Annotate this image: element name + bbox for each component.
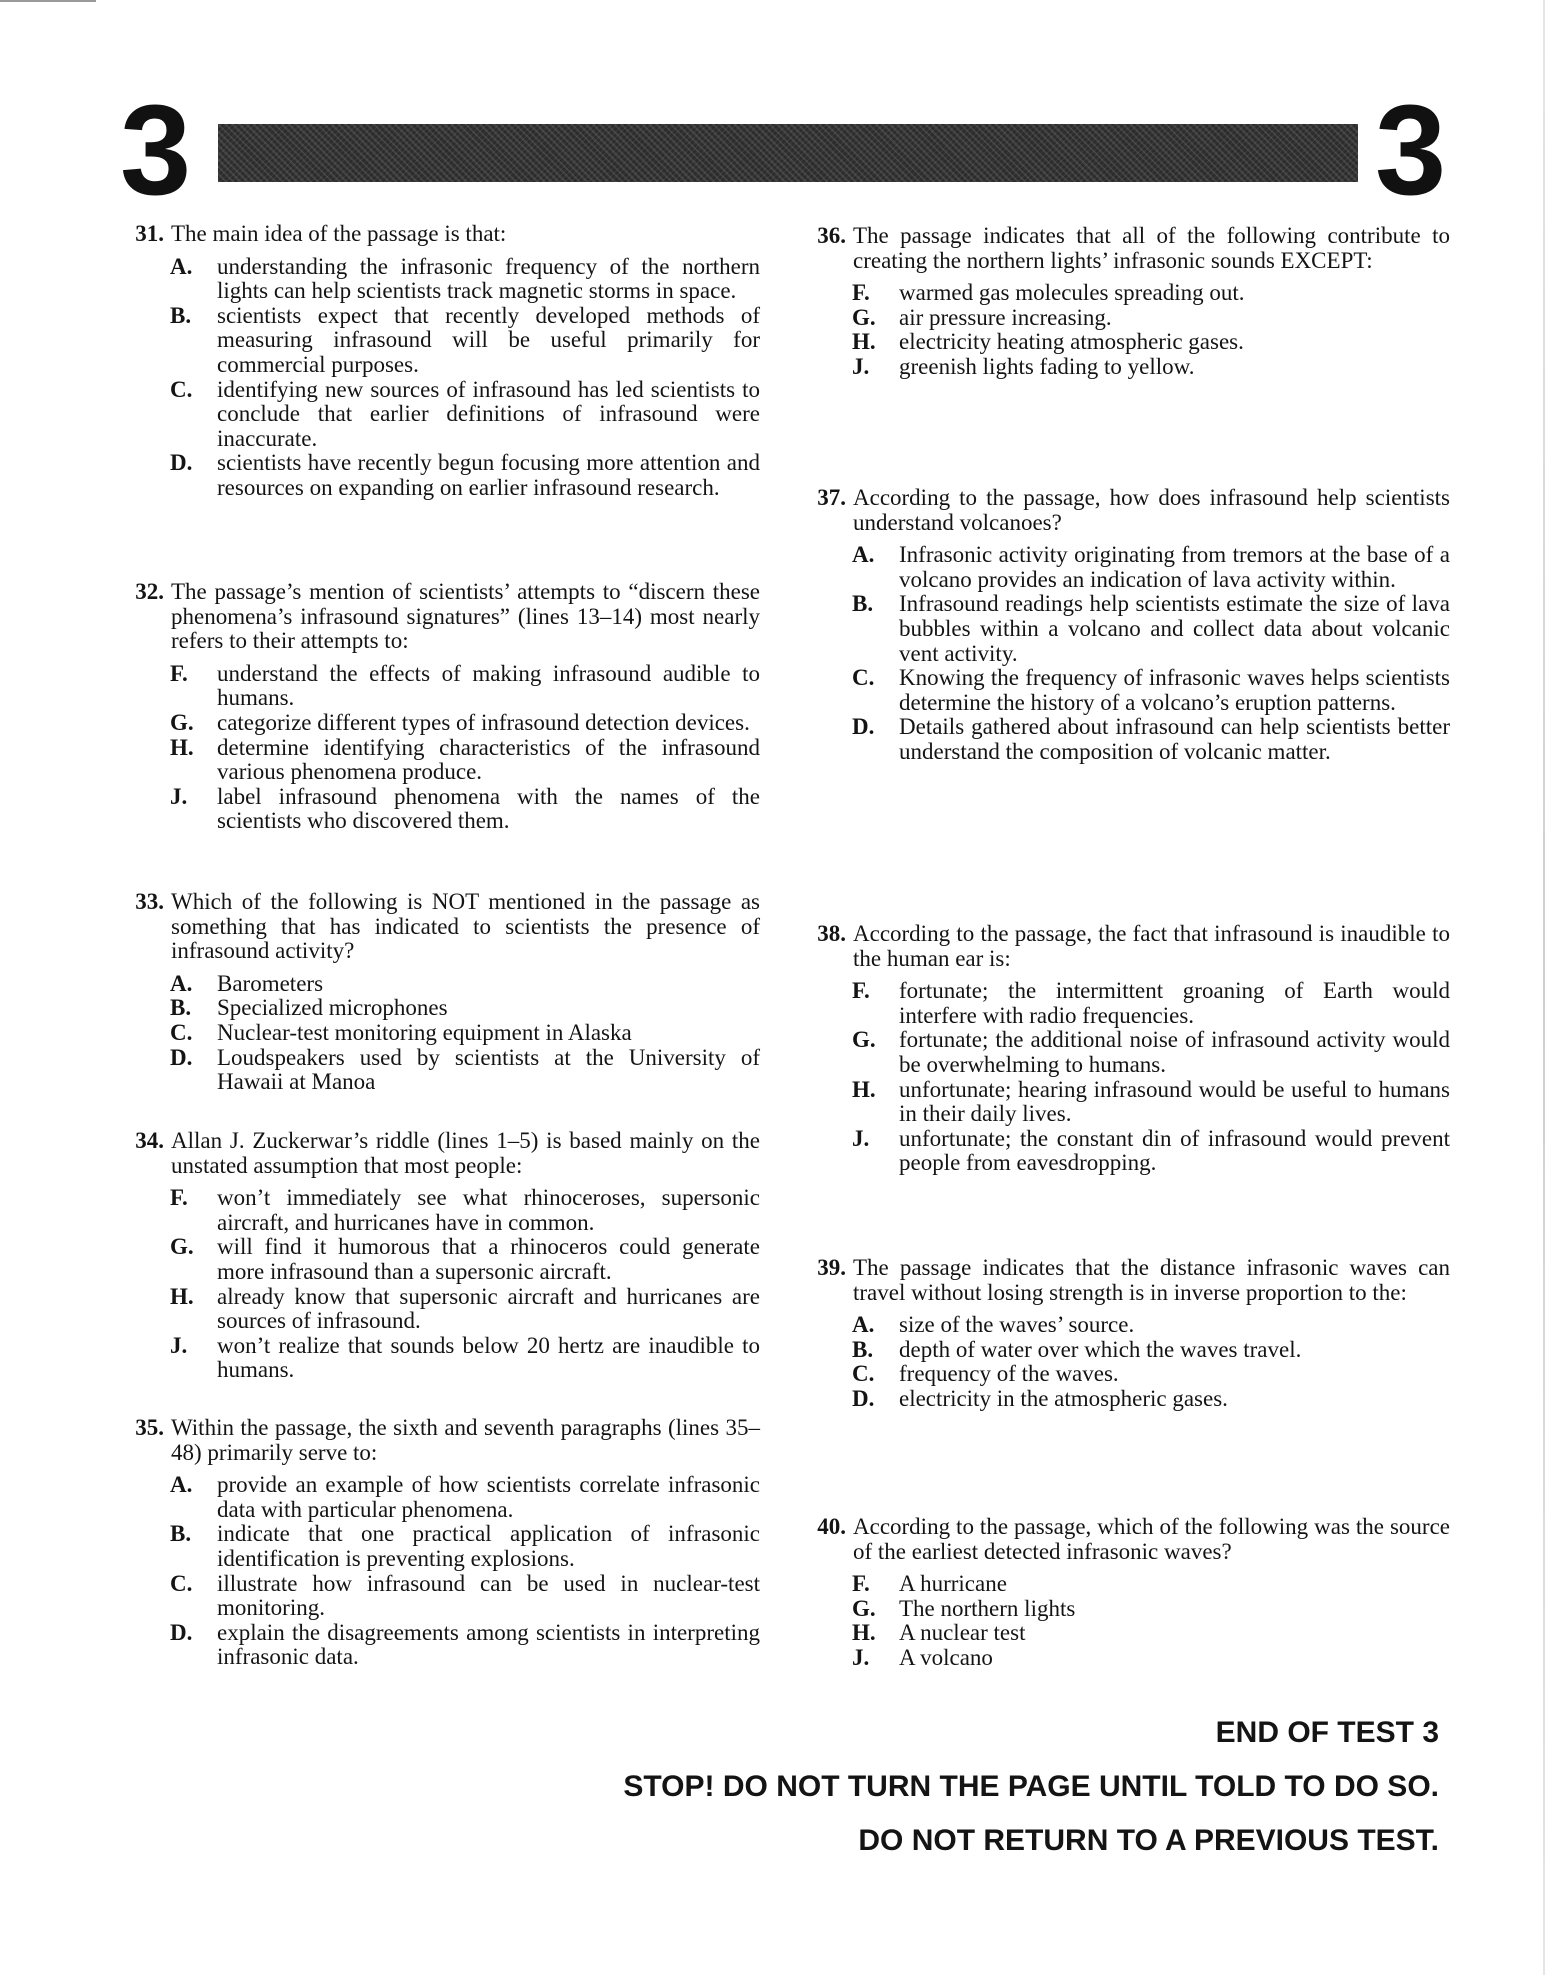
option-text: electricity heating atmospheric gases. [899, 329, 1244, 355]
option-text: will find it humorous that a rhinoceros could generate more infrasound than a supersonic aircraft. [217, 1234, 760, 1284]
option-text: scientists expect that recently developed methods of measuring infrasound will be useful primarily for commercial purposes. [217, 302, 760, 377]
question-number: 39. [817, 1255, 846, 1280]
option-text: scientists have recently begun focusing more attention and resources on expanding on earlier infrasound research. [217, 450, 760, 500]
option-text: The northern lights [899, 1595, 1076, 1621]
option-text: fortunate; the additional noise of infrasound activity would be overwhelming to humans. [899, 1027, 1450, 1077]
question-number: 32. [135, 579, 164, 604]
option-letter: D. [170, 450, 193, 476]
option-text: fortunate; the intermittent groaning of Earth would interfere with radio frequencies. [899, 978, 1450, 1028]
option-letter: J. [170, 783, 188, 809]
option-letter: C. [170, 376, 193, 402]
option-letter: A. [170, 1472, 193, 1498]
answer-option[interactable] [170, 304, 760, 378]
option-letter: B. [170, 302, 192, 328]
option-letter: F. [170, 660, 188, 686]
question-stem: According to the passage, which of the following was the source of the earliest detected infrasonic waves? [853, 1514, 1450, 1564]
option-letter: D. [170, 1044, 193, 1070]
option-text: Infrasound readings help scientists estimate the size of lava bubbles within a volcano and collect data about volcanic vent activity. [899, 591, 1450, 666]
option-text: unfortunate; hearing infrasound would be useful to humans in their daily lives. [899, 1076, 1450, 1127]
answer-option[interactable] [852, 1078, 1450, 1127]
answer-option[interactable] [852, 592, 1450, 666]
option-letter: G. [170, 709, 194, 735]
answer-option[interactable] [852, 1646, 1450, 1671]
option-letter: C. [170, 1019, 193, 1045]
option-text: understand the effects of making infrasound audible to humans. [217, 660, 760, 711]
answer-option[interactable] [170, 785, 760, 834]
answer-options [800, 543, 1450, 764]
answer-options [118, 255, 760, 501]
answer-option[interactable] [170, 1572, 760, 1621]
answer-option[interactable] [170, 736, 760, 785]
question-36 [800, 224, 1450, 380]
answer-option[interactable] [852, 1362, 1450, 1387]
question-number: 38. [817, 921, 846, 946]
option-text: already know that supersonic aircraft and hurricanes are sources of infrasound. [217, 1283, 760, 1334]
option-text: air pressure increasing. [899, 304, 1112, 330]
option-letter: G. [852, 1595, 876, 1621]
answer-option[interactable] [170, 1046, 760, 1095]
answer-option[interactable] [170, 1285, 760, 1334]
option-text: won’t immediately see what rhinoceroses, supersonic aircraft, and hurricanes have in common. [217, 1185, 760, 1235]
option-text: explain the disagreements among scientists in interpreting infrasonic data. [217, 1619, 760, 1670]
section-header [0, 0, 1555, 240]
question-31 [118, 222, 760, 501]
stop-instruction: STOP! DO NOT TURN THE PAGE UNTIL TOLD TO DO SO. [623, 1770, 1439, 1803]
option-letter: J. [170, 1332, 188, 1358]
answer-option[interactable] [852, 281, 1450, 306]
question-stem: Within the passage, the sixth and seventh paragraphs (lines 35–48) primarily serve to: [171, 1415, 760, 1465]
answer-options [800, 979, 1450, 1176]
answer-option[interactable] [170, 972, 760, 997]
option-text: provide an example of how scientists correlate infrasonic data with particular phenomena. [217, 1472, 760, 1522]
question-stem: The passage indicates that the distance infrasonic waves can travel without losing strength is in inverse proportion to the: [853, 1255, 1450, 1305]
header-bar [218, 124, 1358, 182]
answer-option[interactable] [852, 355, 1450, 380]
option-letter: F. [170, 1185, 188, 1211]
answer-option[interactable] [170, 662, 760, 711]
option-text: categorize different types of infrasound detection devices. [217, 709, 750, 735]
option-letter: H. [852, 1620, 876, 1646]
question-number: 37. [817, 485, 846, 510]
answer-option[interactable] [852, 1313, 1450, 1338]
question-stem: According to the passage, how does infrasound help scientists understand volcanoes? [853, 485, 1450, 535]
question-stem: The passage indicates that all of the following contribute to creating the northern lights’ infrasonic sounds EXCEPT: [853, 223, 1450, 273]
question-stem: The main idea of the passage is that: [171, 221, 507, 246]
scan-edge-mark [1543, 0, 1545, 1975]
option-text: Details gathered about infrasound can help scientists better understand the composition of volcanic matter. [899, 714, 1450, 764]
answer-option[interactable] [170, 451, 760, 500]
option-text: electricity in the atmospheric gases. [899, 1385, 1228, 1411]
option-text: label infrasound phenomena with the names of the scientists who discovered them. [217, 783, 760, 834]
question-number: 36. [817, 223, 846, 248]
option-letter: J. [852, 1644, 870, 1670]
answer-option[interactable] [852, 1028, 1450, 1077]
option-letter: G. [170, 1234, 194, 1260]
option-letter: G. [852, 1027, 876, 1053]
question-38 [800, 922, 1450, 1176]
no-return-instruction: DO NOT RETURN TO A PREVIOUS TEST. [858, 1824, 1439, 1857]
option-text: illustrate how infrasound can be used in nuclear-test monitoring. [217, 1570, 760, 1621]
question-number: 35. [135, 1415, 164, 1440]
option-letter: D. [852, 1385, 875, 1411]
option-letter: C. [170, 1570, 193, 1596]
answer-option[interactable] [852, 666, 1450, 715]
option-letter: C. [852, 1361, 875, 1387]
option-letter: D. [852, 714, 875, 740]
option-letter: B. [170, 995, 192, 1021]
answer-option[interactable] [852, 330, 1450, 355]
option-letter: J. [852, 353, 870, 379]
option-text: indicate that one practical application of infrasonic identification is preventing explosions. [217, 1521, 760, 1571]
question-stem: According to the passage, the fact that infrasound is inaudible to the human ear is: [853, 921, 1450, 971]
answer-option[interactable] [170, 1186, 760, 1235]
answer-options [118, 662, 760, 834]
option-text: frequency of the waves. [899, 1361, 1119, 1387]
answer-options [800, 1572, 1450, 1670]
question-stem: Allan J. Zuckerwar’s riddle (lines 1–5) is based mainly on the unstated assumption that most people: [171, 1128, 760, 1178]
option-letter: D. [170, 1619, 193, 1645]
option-letter: G. [852, 304, 876, 330]
option-text: unfortunate; the constant din of infrasound would prevent people from eavesdropping. [899, 1125, 1450, 1176]
question-number: 40. [817, 1514, 846, 1539]
question-number: 33. [135, 889, 164, 914]
answer-option[interactable] [852, 1127, 1450, 1176]
option-letter: F. [852, 978, 870, 1004]
answer-option[interactable] [852, 543, 1450, 592]
answer-option[interactable] [852, 979, 1450, 1028]
option-text: size of the waves’ source. [899, 1312, 1135, 1338]
question-40 [800, 1515, 1450, 1671]
question-stem: Which of the following is NOT mentioned in the passage as something that has indicated to scientists the presence of infrasound activity? [171, 889, 760, 964]
option-letter: C. [852, 665, 875, 691]
option-letter: A. [170, 253, 193, 279]
option-letter: J. [852, 1125, 870, 1151]
question-34 [118, 1129, 760, 1383]
option-letter: H. [170, 734, 194, 760]
answer-options [118, 1186, 760, 1383]
option-letter: B. [852, 1336, 874, 1362]
option-text: A nuclear test [899, 1620, 1026, 1646]
answer-option[interactable] [170, 1522, 760, 1571]
option-text: Barometers [217, 970, 324, 996]
option-letter: B. [170, 1521, 192, 1547]
section-number-left: 3 [120, 79, 192, 222]
option-text: Nuclear-test monitoring equipment in Alaska [217, 1019, 632, 1045]
answer-option[interactable] [170, 255, 760, 304]
question-stem: The passage’s mention of scientists’ attempts to “discern these phenomena’s infrasound signatures” (lines 13–14) most nearly refers to their attempts to: [171, 579, 760, 654]
answer-option[interactable] [170, 1235, 760, 1284]
question-32 [118, 580, 760, 834]
option-text: determine identifying characteristics of the infrasound various phenomena produce. [217, 734, 760, 785]
option-text: A volcano [899, 1644, 993, 1670]
end-of-test-heading: END OF TEST 3 [1215, 1716, 1439, 1749]
question-number: 34. [135, 1128, 164, 1153]
answer-options [118, 1473, 760, 1670]
option-letter: H. [852, 1076, 876, 1102]
answer-option[interactable] [170, 1334, 760, 1383]
option-letter: A. [170, 970, 193, 996]
option-text: understanding the infrasonic frequency of the northern lights can help scientists track magnetic storms in space. [217, 253, 760, 304]
answer-option[interactable] [170, 711, 760, 736]
answer-option[interactable] [852, 1572, 1450, 1597]
option-text: Knowing the frequency of infrasonic waves helps scientists determine the history of a volcano’s eruption patterns. [899, 665, 1450, 715]
question-39 [800, 1256, 1450, 1412]
answer-option[interactable] [852, 1338, 1450, 1363]
question-number: 31. [135, 221, 164, 246]
option-text: Specialized microphones [217, 995, 448, 1021]
option-letter: A. [852, 1312, 875, 1338]
option-text: Infrasonic activity originating from tremors at the base of a volcano provides an indication of lava activity within. [899, 542, 1450, 592]
option-text: Loudspeakers used by scientists at the University of Hawaii at Manoa [217, 1044, 760, 1095]
section-number-right: 3 [1375, 79, 1447, 222]
option-text: identifying new sources of infrasound has led scientists to conclude that earlier definitions of infrasound were inaccurate. [217, 376, 760, 451]
option-letter: F. [852, 280, 870, 306]
option-letter: B. [852, 591, 874, 617]
answer-option[interactable] [852, 1621, 1450, 1646]
answer-options [118, 972, 760, 1095]
question-33 [118, 890, 760, 1095]
option-letter: H. [170, 1283, 194, 1309]
answer-option[interactable] [852, 1597, 1450, 1622]
question-37 [800, 486, 1450, 765]
answer-options [800, 281, 1450, 379]
option-text: depth of water over which the waves travel. [899, 1336, 1302, 1362]
answer-option[interactable] [170, 378, 760, 452]
option-letter: F. [852, 1571, 870, 1597]
answer-option[interactable] [852, 715, 1450, 764]
answer-option[interactable] [170, 1621, 760, 1670]
question-35 [118, 1416, 760, 1670]
answer-option[interactable] [852, 1387, 1450, 1412]
option-text: won’t realize that sounds below 20 hertz are inaudible to humans. [217, 1332, 760, 1383]
option-text: A hurricane [899, 1571, 1007, 1597]
answer-option[interactable] [170, 996, 760, 1021]
answer-option[interactable] [852, 306, 1450, 331]
option-text: warmed gas molecules spreading out. [899, 280, 1245, 306]
answer-option[interactable] [170, 1473, 760, 1522]
option-text: greenish lights fading to yellow. [899, 353, 1195, 379]
answer-option[interactable] [170, 1021, 760, 1046]
option-letter: A. [852, 542, 875, 568]
option-letter: H. [852, 329, 876, 355]
answer-options [800, 1313, 1450, 1411]
